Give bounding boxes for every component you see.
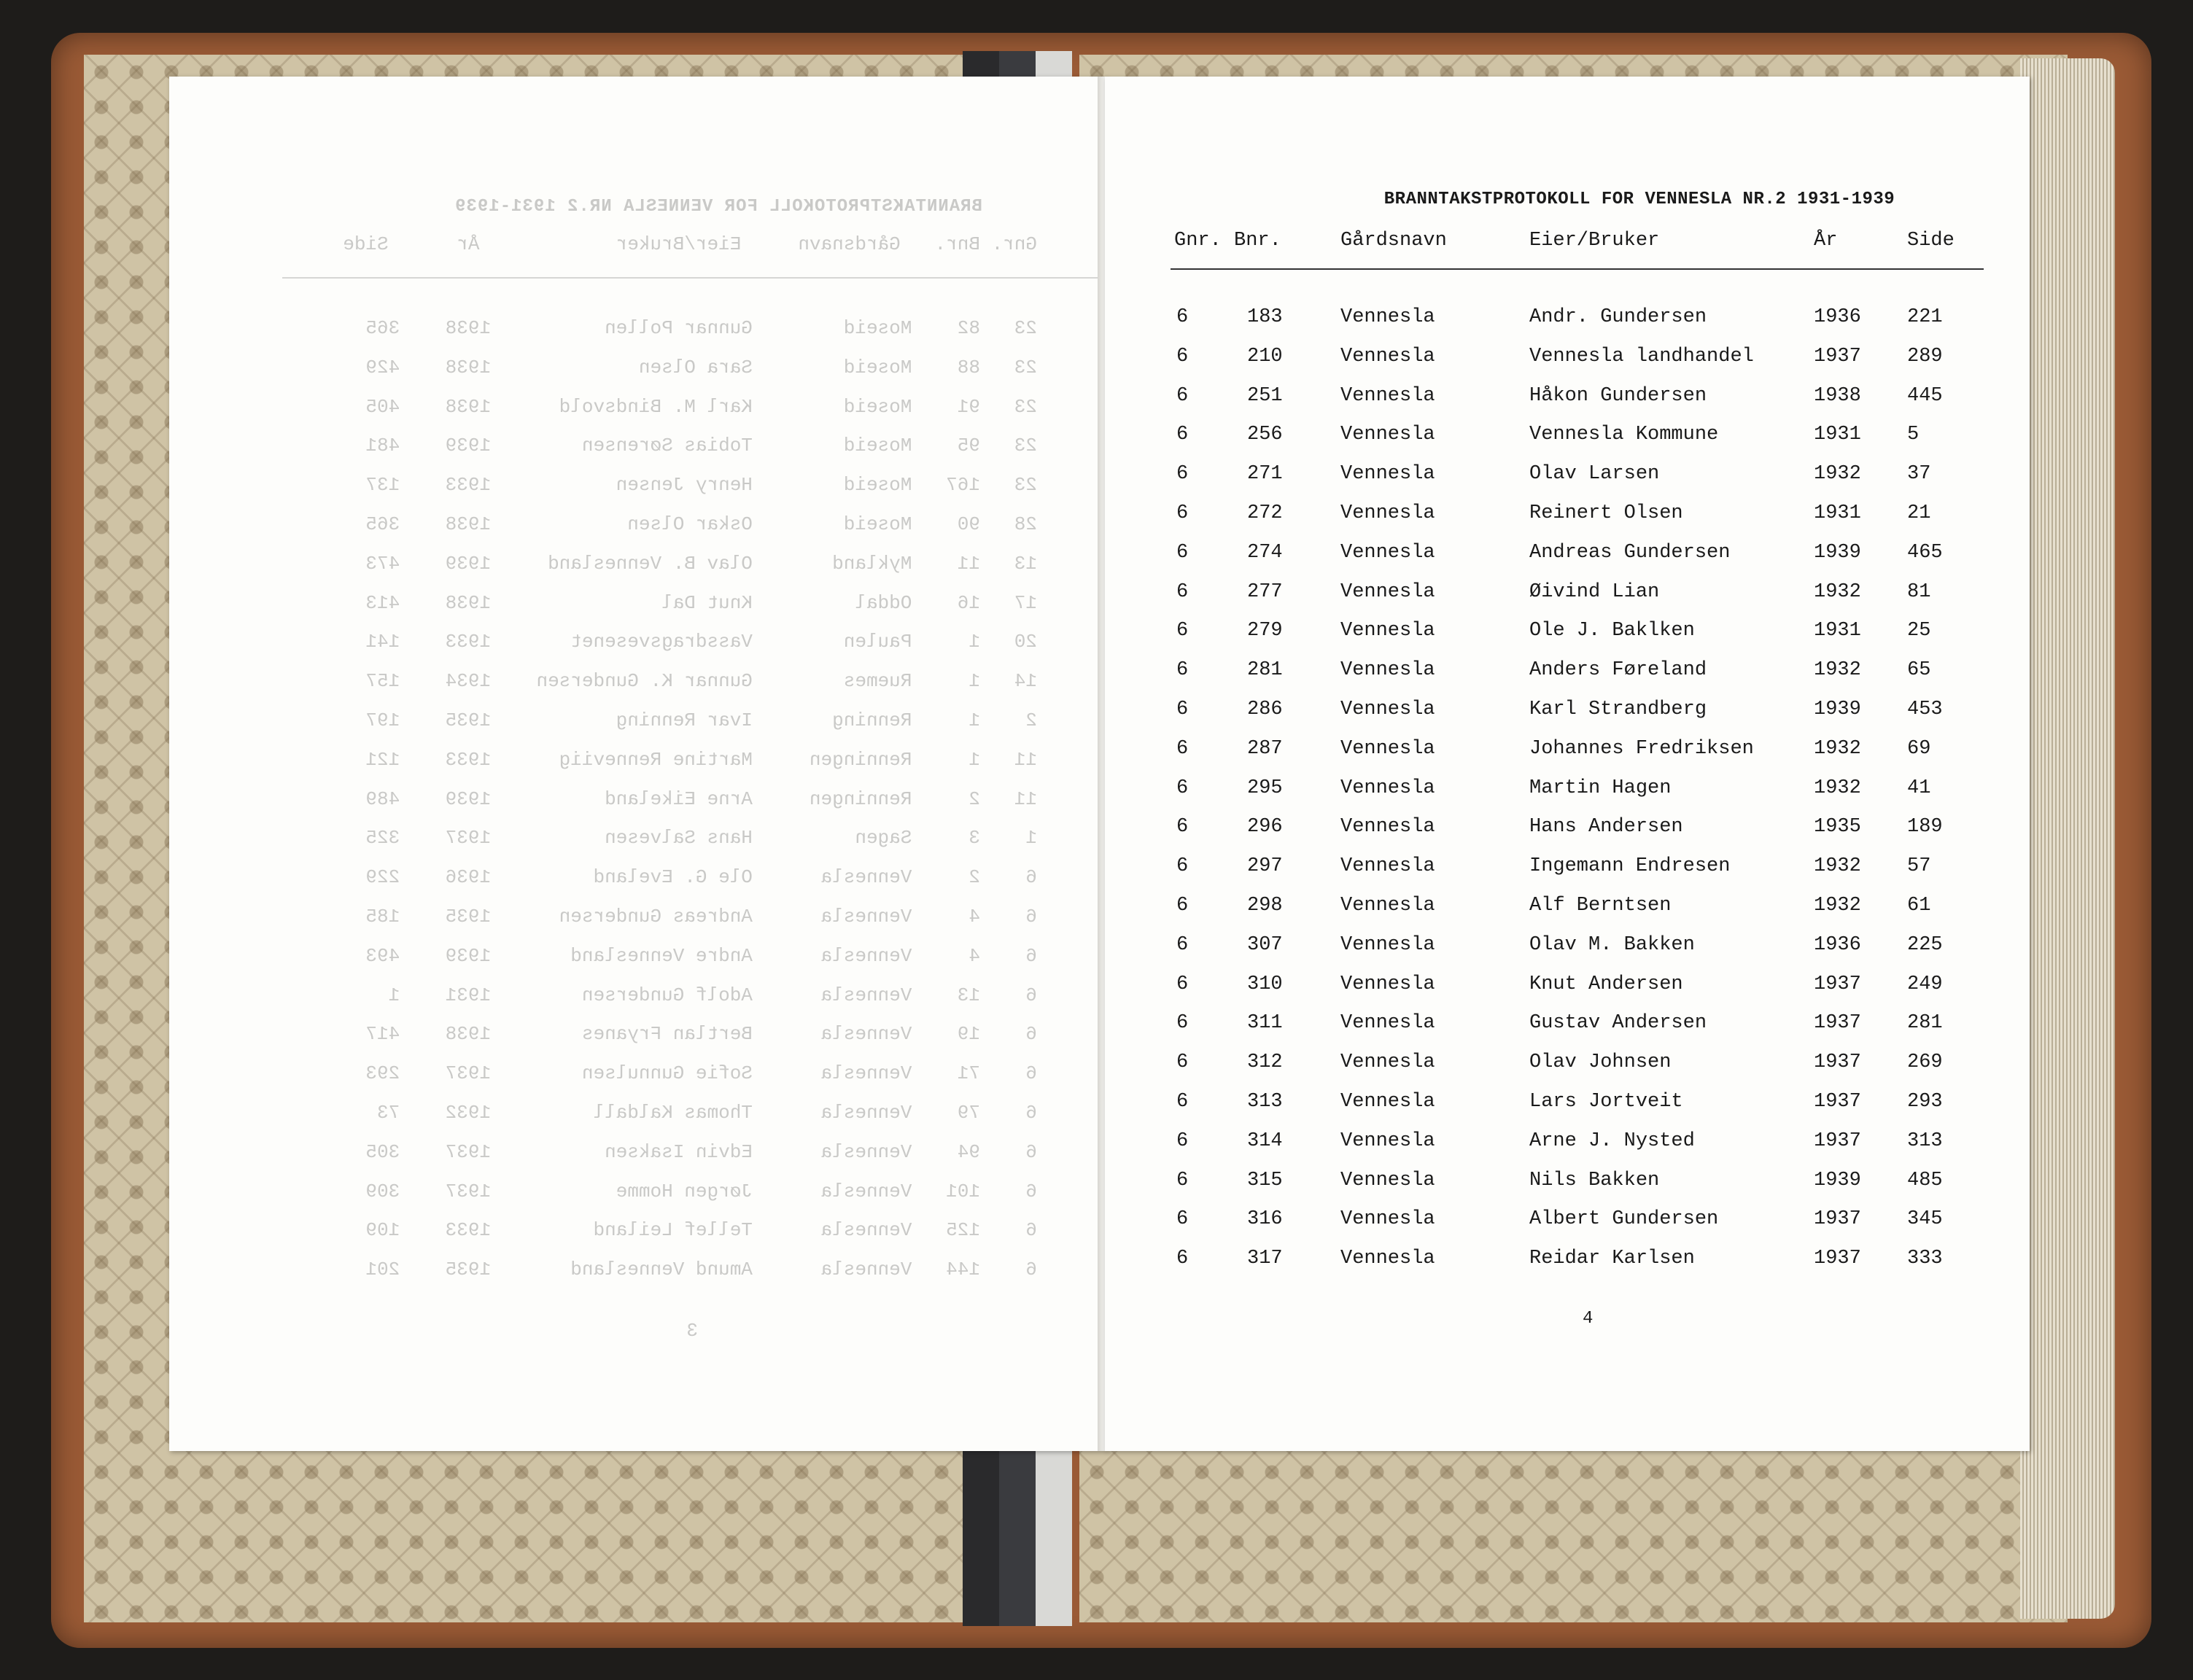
cell-gnr: 6: [1176, 737, 1189, 760]
cell-ar: 1932: [1814, 659, 1861, 682]
cell-gnr: 6: [1176, 580, 1189, 603]
bleed-row: 17 16 Oddal Knut Dal 1938 413: [365, 591, 1037, 614]
bleed-row: 6 4 Vennesla Andre Vennesland 1939 493: [365, 944, 1037, 967]
cell-gnr: 6: [1176, 306, 1189, 328]
cell-eier-bruker: Andreas Gundersen: [1529, 541, 1731, 564]
bleed-row: 1 3 Sagen Hans Salvesen 1937 325: [365, 827, 1037, 849]
bleed-row: 6 101 Vennesla Jørgen Homme 1937 309: [365, 1180, 1037, 1202]
page-number: 4: [1583, 1309, 1594, 1329]
cell-ar: 1937: [1814, 973, 1861, 995]
cell-ar: 1937: [1814, 1129, 1861, 1152]
cell-eier-bruker: Gustav Andersen: [1529, 1012, 1707, 1035]
cell-gardsnavn: Vennesla: [1340, 345, 1435, 368]
cell-side: 189: [1907, 816, 1943, 839]
cell-eier-bruker: Johannes Fredriksen: [1529, 737, 1754, 760]
cell-gnr: 6: [1176, 1129, 1189, 1152]
cell-side: 345: [1907, 1208, 1943, 1231]
cell-bnr: 279: [1247, 620, 1283, 642]
cell-eier-bruker: Reinert Olsen: [1529, 502, 1683, 524]
cell-gardsnavn: Vennesla: [1340, 699, 1435, 720]
bleed-row: 28 90 Moseid Oskar Olsen 1938 365: [365, 513, 1037, 535]
cell-bnr: 297: [1247, 855, 1283, 878]
cell-gnr: 6: [1176, 463, 1189, 486]
cell-eier-bruker: Øivind Lian: [1529, 580, 1660, 603]
table-row: [1105, 1051, 2030, 1081]
cell-side: 293: [1907, 1091, 1943, 1113]
cell-gnr: 6: [1176, 424, 1189, 446]
cell-eier-bruker: Knut Andersen: [1529, 973, 1683, 995]
header-rule: [1171, 268, 1984, 270]
cell-gardsnavn: Vennesla: [1340, 1091, 1435, 1113]
table-row: [1105, 816, 2030, 845]
cell-ar: 1932: [1814, 580, 1861, 603]
cell-gnr: 6: [1176, 777, 1189, 799]
cell-gnr: 6: [1176, 1051, 1189, 1074]
cell-eier-bruker: Karl Strandberg: [1529, 699, 1707, 720]
table-row: [1105, 855, 2030, 884]
cell-ar: 1939: [1814, 541, 1861, 564]
cell-gnr: 6: [1176, 659, 1189, 682]
cell-gnr: 6: [1176, 1248, 1189, 1270]
cell-bnr: 272: [1247, 502, 1283, 524]
bleed-through-text: [169, 77, 1106, 1451]
cell-gardsnavn: Vennesla: [1340, 424, 1435, 446]
bleed-header: Gnr. Bnr. Gårdsnavn Eier/Bruker År Side: [343, 233, 1037, 255]
cell-bnr: 310: [1247, 973, 1283, 995]
cell-side: 465: [1907, 541, 1943, 564]
table-row: [1105, 424, 2030, 453]
cell-ar: 1937: [1814, 1051, 1861, 1074]
cell-bnr: 277: [1247, 580, 1283, 603]
header-side: Side: [1907, 230, 1955, 252]
cell-side: 225: [1907, 933, 1943, 956]
cell-gardsnavn: Vennesla: [1340, 855, 1435, 878]
cell-ar: 1937: [1814, 345, 1861, 368]
table-row: [1105, 502, 2030, 532]
cell-bnr: 314: [1247, 1129, 1283, 1152]
cell-side: 221: [1907, 306, 1943, 328]
cell-gardsnavn: Vennesla: [1340, 1051, 1435, 1074]
cell-gardsnavn: Vennesla: [1340, 384, 1435, 407]
cell-gardsnavn: Vennesla: [1340, 973, 1435, 995]
cell-gardsnavn: Vennesla: [1340, 306, 1435, 328]
cell-gnr: 6: [1176, 384, 1189, 407]
cell-eier-bruker: Lars Jortveit: [1529, 1091, 1683, 1113]
bleed-row: 23 82 Moseid Gunnar Pollen 1938 365: [365, 317, 1037, 339]
cell-side: 281: [1907, 1012, 1943, 1035]
table-row: [1105, 934, 2030, 963]
cell-gardsnavn: Vennesla: [1340, 1129, 1435, 1152]
cell-ar: 1936: [1814, 933, 1861, 956]
cell-bnr: 210: [1247, 345, 1283, 368]
cell-ar: 1935: [1814, 816, 1861, 839]
cell-side: 41: [1907, 777, 1931, 799]
cell-gardsnavn: Vennesla: [1340, 1012, 1435, 1035]
bleed-page-number: 3: [686, 1320, 698, 1342]
cell-gnr: 6: [1176, 541, 1189, 564]
cell-side: 249: [1907, 973, 1943, 995]
bleed-row: 23 95 Moseid Tobias Sørensen 1939 481: [365, 435, 1037, 457]
page-edges: [2020, 58, 2115, 1619]
cell-bnr: 281: [1247, 659, 1283, 682]
cell-gardsnavn: Vennesla: [1340, 895, 1435, 917]
cell-eier-bruker: Arne J. Nysted: [1529, 1129, 1695, 1152]
cell-bnr: 256: [1247, 424, 1283, 446]
cell-gardsnavn: Vennesla: [1340, 502, 1435, 524]
cell-bnr: 274: [1247, 541, 1283, 564]
cell-gnr: 6: [1176, 816, 1189, 839]
cell-ar: 1932: [1814, 737, 1861, 760]
cell-gnr: 6: [1176, 699, 1189, 720]
bleed-row: 23 167 Moseid Henry Jensen 1933 137: [365, 474, 1037, 497]
cell-bnr: 311: [1247, 1012, 1283, 1035]
table-row: [1105, 1170, 2030, 1199]
cell-gnr: 6: [1176, 502, 1189, 524]
left-page: [169, 77, 1106, 1451]
right-page: [1105, 77, 2030, 1451]
cell-ar: 1937: [1814, 1091, 1861, 1113]
bleed-row: 20 1 Paulen Vassdragsvesenet 1933 141: [365, 631, 1037, 653]
cell-ar: 1938: [1814, 384, 1861, 407]
bleed-row: 6 19 Vennesla Bertlan Fryanes 1938 417: [365, 1023, 1037, 1046]
cell-eier-bruker: Hans Andersen: [1529, 816, 1683, 839]
cell-gardsnavn: Vennesla: [1340, 777, 1435, 799]
cell-ar: 1932: [1814, 855, 1861, 878]
cell-bnr: 251: [1247, 384, 1283, 407]
cell-gardsnavn: Vennesla: [1340, 737, 1435, 760]
cell-eier-bruker: Olav Larsen: [1529, 463, 1660, 486]
table-row: [1105, 699, 2030, 728]
bleed-row: 14 1 Ruemes Gunnar K. Gundersen 1934 157: [365, 670, 1037, 693]
table-row: [1105, 1248, 2030, 1277]
cell-ar: 1932: [1814, 777, 1861, 799]
cell-bnr: 271: [1247, 463, 1283, 486]
cell-side: 25: [1907, 620, 1931, 642]
cell-ar: 1931: [1814, 502, 1861, 524]
cell-side: 21: [1907, 502, 1931, 524]
bleed-row: 11 1 Renningen Martine Renneviig 1933 121: [365, 748, 1037, 771]
table-row: [1105, 463, 2030, 492]
table-row: [1105, 1012, 2030, 1041]
cell-side: 57: [1907, 855, 1931, 878]
table-row: [1105, 620, 2030, 649]
cell-ar: 1937: [1814, 1248, 1861, 1270]
cell-gnr: 6: [1176, 1169, 1189, 1191]
cell-gardsnavn: Vennesla: [1340, 541, 1435, 564]
table-row: [1105, 1091, 2030, 1120]
cell-ar: 1939: [1814, 1169, 1861, 1191]
cell-ar: 1931: [1814, 424, 1861, 446]
header-eier-bruker: Eier/Bruker: [1529, 230, 1660, 252]
cell-bnr: 296: [1247, 816, 1283, 839]
bleed-row: 23 91 Moseid Karl M. Bindsvold 1938 405: [365, 395, 1037, 418]
cell-side: 37: [1907, 463, 1931, 486]
cell-ar: 1937: [1814, 1012, 1861, 1035]
cell-eier-bruker: Håkon Gundersen: [1529, 384, 1707, 407]
bleed-row: 6 2 Vennesla Ole G. Eveland 1936 229: [365, 866, 1037, 889]
cell-gnr: 6: [1176, 855, 1189, 878]
cell-side: 5: [1907, 424, 1920, 446]
cell-gnr: 6: [1176, 1091, 1189, 1113]
bleed-row: 13 11 Mykland Olav B. Vennesland 1939 473: [365, 552, 1037, 575]
cell-eier-bruker: Andr. Gundersen: [1529, 306, 1707, 328]
cell-eier-bruker: Anders Føreland: [1529, 659, 1707, 682]
bleed-row: 6 71 Vennesla Sofie Gunnulsen 1937 293: [365, 1062, 1037, 1085]
cell-gnr: 6: [1176, 620, 1189, 642]
table-row: [1105, 1130, 2030, 1159]
bleed-row: 11 2 Renningen Arne Eikeland 1939 489: [365, 788, 1037, 810]
cell-side: 289: [1907, 345, 1943, 368]
cell-side: 61: [1907, 895, 1931, 917]
table-row: [1105, 1208, 2030, 1237]
cell-gardsnavn: Vennesla: [1340, 580, 1435, 603]
cell-gardsnavn: Vennesla: [1340, 659, 1435, 682]
cell-gardsnavn: Vennesla: [1340, 816, 1435, 839]
cell-bnr: 286: [1247, 699, 1283, 720]
cell-bnr: 287: [1247, 737, 1283, 760]
page-title: BRANNTAKSTPROTOKOLL FOR VENNESLA NR.2 1931-1939: [1383, 190, 1895, 209]
cell-eier-bruker: Martin Hagen: [1529, 777, 1672, 799]
cell-gnr: 6: [1176, 1208, 1189, 1231]
cell-bnr: 298: [1247, 895, 1283, 917]
cell-side: 269: [1907, 1051, 1943, 1074]
cell-side: 313: [1907, 1129, 1943, 1152]
table-row: [1105, 346, 2030, 375]
cell-ar: 1932: [1814, 895, 1861, 917]
cell-side: 485: [1907, 1169, 1943, 1191]
table-row: [1105, 581, 2030, 610]
cell-side: 453: [1907, 699, 1943, 720]
table-row: [1105, 895, 2030, 924]
cell-bnr: 315: [1247, 1169, 1283, 1191]
cell-eier-bruker: Olav M. Bakken: [1529, 933, 1695, 956]
cell-side: 81: [1907, 580, 1931, 603]
bleed-row: 23 88 Moseid Sara Olsen 1938 429: [365, 356, 1037, 378]
cell-bnr: 307: [1247, 933, 1283, 956]
cell-bnr: 317: [1247, 1248, 1283, 1270]
cell-bnr: 313: [1247, 1091, 1283, 1113]
cell-gardsnavn: Vennesla: [1340, 1169, 1435, 1191]
cell-eier-bruker: Albert Gundersen: [1529, 1208, 1719, 1231]
header-ar: År: [1814, 230, 1838, 252]
bleed-rule: [282, 277, 1106, 279]
cell-gnr: 6: [1176, 933, 1189, 956]
table-row: [1105, 659, 2030, 688]
table-row: [1105, 306, 2030, 335]
cell-side: 69: [1907, 737, 1931, 760]
cell-eier-bruker: Olav Johnsen: [1529, 1051, 1672, 1074]
cell-gardsnavn: Vennesla: [1340, 1248, 1435, 1270]
cell-ar: 1931: [1814, 620, 1861, 642]
bleed-row: 6 4 Vennesla Andreas Gundersen 1935 185: [365, 906, 1037, 928]
bleed-row: 6 13 Vennesla Adolf Gundersen 1931 1: [388, 984, 1037, 1006]
cell-side: 65: [1907, 659, 1931, 682]
cell-gnr: 6: [1176, 973, 1189, 995]
cell-ar: 1939: [1814, 699, 1861, 720]
cell-side: 445: [1907, 384, 1943, 407]
cell-gnr: 6: [1176, 895, 1189, 917]
cell-bnr: 312: [1247, 1051, 1283, 1074]
bleed-row: 6 79 Vennesla Thomas Kaldall 1932 73: [377, 1102, 1037, 1124]
header-gardsnavn: Gårdsnavn: [1340, 230, 1447, 252]
cell-eier-bruker: Vennesla Kommune: [1529, 424, 1719, 446]
header-gnr: Gnr.: [1174, 230, 1222, 252]
table-row: [1105, 385, 2030, 414]
bleed-title: BRANNTAKSTPROTOKOLL FOR VENNESLA NR.2 1931-1939: [454, 197, 982, 217]
bleed-row: 6 125 Vennesla Tellef Leiland 1933 109: [365, 1219, 1037, 1242]
cell-gnr: 6: [1176, 1012, 1189, 1035]
cell-ar: 1936: [1814, 306, 1861, 328]
cell-gardsnavn: Vennesla: [1340, 933, 1435, 956]
cell-eier-bruker: Vennesla landhandel: [1529, 345, 1754, 368]
bleed-row: 6 144 Vennesla Amund Vennesland 1935 201: [365, 1259, 1037, 1281]
cell-eier-bruker: Ingemann Endresen: [1529, 855, 1731, 878]
cell-bnr: 183: [1247, 306, 1283, 328]
cell-eier-bruker: Reidar Karlsen: [1529, 1248, 1695, 1270]
table-row: [1105, 973, 2030, 1003]
cell-eier-bruker: Nils Bakken: [1529, 1169, 1660, 1191]
table-row: [1105, 542, 2030, 571]
cell-gardsnavn: Vennesla: [1340, 620, 1435, 642]
bleed-row: 2 1 Renning Ivar Renning 1935 197: [365, 709, 1037, 731]
cell-bnr: 316: [1247, 1208, 1283, 1231]
table-row: [1105, 738, 2030, 767]
cell-gardsnavn: Vennesla: [1340, 463, 1435, 486]
cell-bnr: 295: [1247, 777, 1283, 799]
table-row: [1105, 777, 2030, 806]
cell-ar: 1932: [1814, 463, 1861, 486]
cell-eier-bruker: Ole J. Baklken: [1529, 620, 1695, 642]
cell-ar: 1937: [1814, 1208, 1861, 1231]
cell-gardsnavn: Vennesla: [1340, 1208, 1435, 1231]
cell-side: 333: [1907, 1248, 1943, 1270]
header-bnr: Bnr.: [1234, 230, 1281, 252]
cell-gnr: 6: [1176, 345, 1189, 368]
cell-eier-bruker: Alf Berntsen: [1529, 895, 1672, 917]
bleed-row: 6 94 Vennesla Edvin Isaksen 1937 305: [365, 1140, 1037, 1163]
